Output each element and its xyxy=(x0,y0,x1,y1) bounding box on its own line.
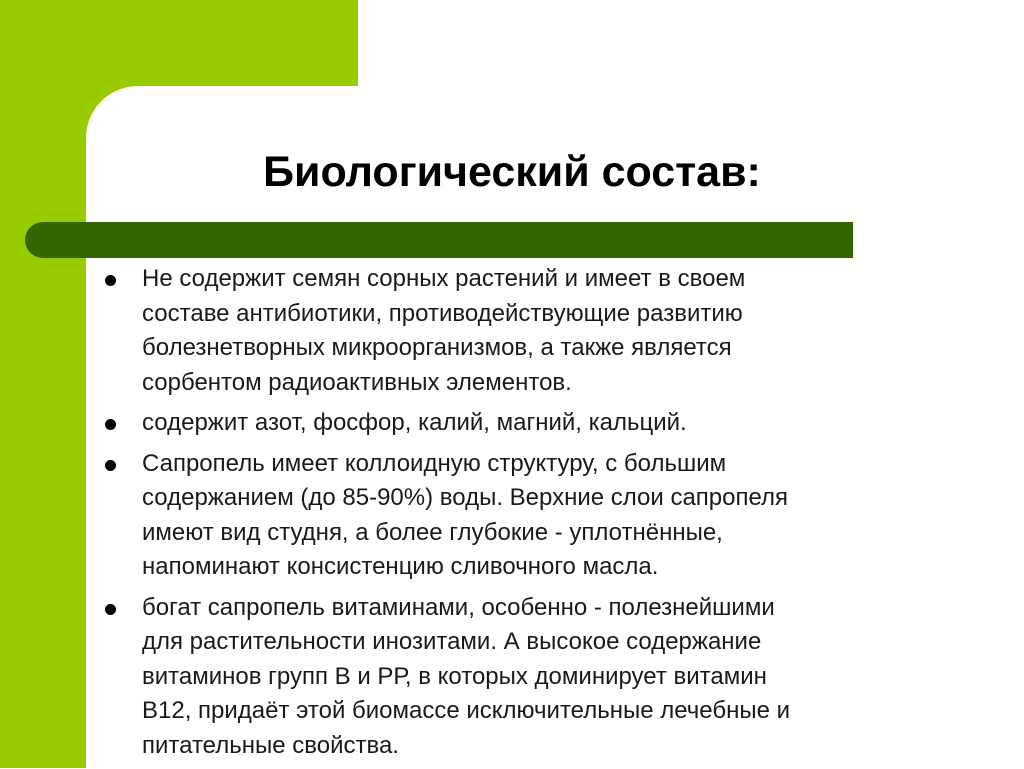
bullet-line: питательные свойства. xyxy=(142,731,399,759)
bullet-item xyxy=(100,406,920,441)
bullet-item xyxy=(100,262,920,400)
bullet-line: содержит азот, фосфор, калий, магний, кальций. xyxy=(142,409,687,436)
title-underline-bar xyxy=(25,222,853,258)
bullet-line: болезнетворных микроорганизмов, а также является xyxy=(142,334,732,361)
bullet-line: Не содержит семян сорных растений и имеет в своем xyxy=(142,265,746,292)
bullet-item xyxy=(100,447,920,585)
bullet-list xyxy=(100,262,920,769)
bullet-line: В12, придаёт этой биомассе исключительные лечебные и xyxy=(142,697,791,724)
bullet-line: богат сапропель витаминами, особенно - полезнейшими xyxy=(142,593,775,621)
bullet-line: содержанием (до 85-90%) воды. Верхние слои сапропеля xyxy=(142,484,789,511)
slide-title: Биологический состав: xyxy=(263,148,761,196)
bullet-line: имеют вид студня, а более глубокие - уплотнённые, xyxy=(142,518,723,546)
bullet-dot-icon xyxy=(105,460,116,471)
bullet-line: для растительности инозитами. А высокое содержание xyxy=(142,628,762,655)
bullet-line: напоминают консистенцию сливочного масла. xyxy=(142,553,659,580)
bullet-dot-icon xyxy=(105,604,116,615)
bullet-dot-icon xyxy=(105,275,116,286)
bullet-line: витаминов групп В и РР, в которых доминирует витамин xyxy=(142,662,767,690)
bullet-item xyxy=(100,591,920,764)
bullet-line: Сапропель имеет коллоидную структуру, с большим xyxy=(142,449,727,477)
bullet-line: составе антибиотики, противодействующие развитию xyxy=(142,299,743,327)
bullet-dot-icon xyxy=(105,419,116,430)
bullet-line: сорбентом радиоактивных элементов. xyxy=(142,368,572,396)
